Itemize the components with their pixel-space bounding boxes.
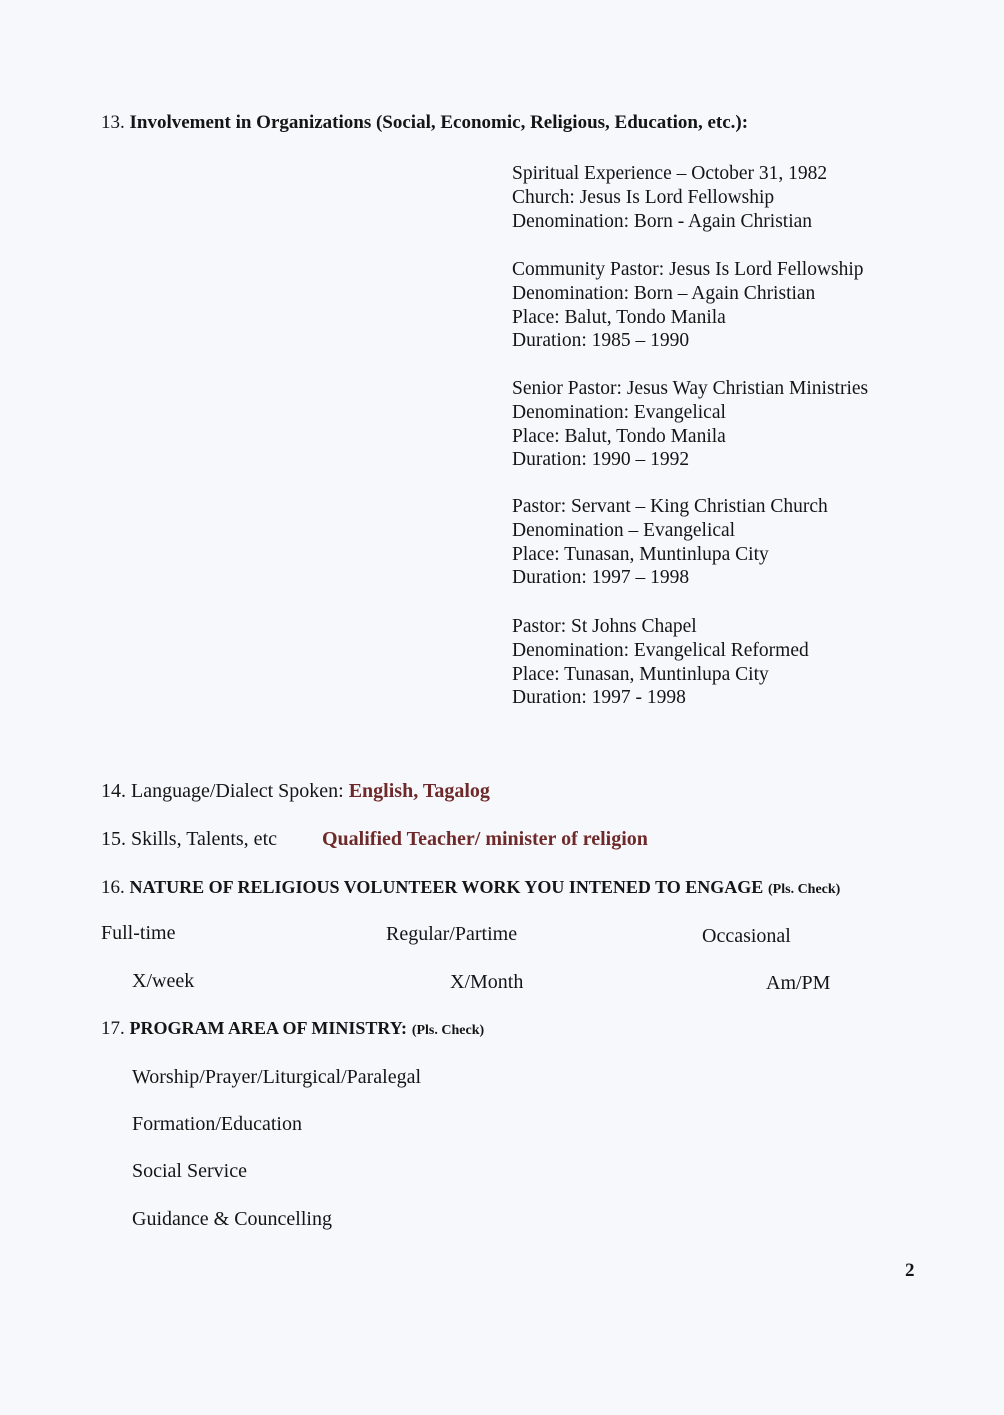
org-line: Denomination: Born – Again Christian — [512, 282, 816, 304]
ministry-item-guidance[interactable]: Guidance & Councelling — [132, 1208, 332, 1230]
frequency-week[interactable]: X/week — [132, 970, 195, 992]
page-number: 2 — [905, 1260, 915, 1281]
option-regular-partime[interactable]: Regular/Partime — [386, 923, 518, 945]
option-full-time[interactable]: Full-time — [101, 922, 176, 944]
org-block-1 — [512, 162, 827, 233]
org-line: Spiritual Experience – October 31, 1982 — [512, 163, 828, 184]
section-16-title: NATURE OF RELIGIOUS VOLUNTEER WORK YOU INTENED TO ENGAGE — [129, 877, 764, 897]
org-line: Place: Balut, Tondo Manila — [512, 306, 726, 328]
org-line: Pastor: St Johns Chapel — [512, 616, 697, 637]
org-line: Pastor: Servant – King Christian Church — [512, 496, 828, 517]
section-16-number: 16. — [101, 877, 125, 898]
ministry-item-formation[interactable]: Formation/Education — [132, 1113, 302, 1135]
skills-value: Qualified Teacher/ minister of religion — [322, 828, 648, 850]
section-16-note: (Pls. Check) — [768, 882, 841, 897]
org-line: Duration: 1985 – 1990 — [512, 330, 690, 352]
section-13-heading — [101, 112, 748, 134]
section-17-note: (Pls. Check) — [411, 1023, 485, 1038]
org-line: Duration: 1990 – 1992 — [512, 449, 690, 471]
section-17-number: 17. — [101, 1018, 125, 1039]
org-line: Church: Jesus Is Lord Fellowship — [512, 186, 775, 208]
org-line: Denomination – Evangelical — [512, 519, 736, 541]
section-17-heading — [101, 1018, 484, 1040]
section-14 — [101, 780, 490, 803]
ministry-item-worship[interactable]: Worship/Prayer/Liturgical/Paralegal — [132, 1066, 422, 1088]
section-16-heading — [101, 877, 840, 899]
section-13-title: Involvement in Organizations (Social, Economic, Religious, Education, etc.): — [129, 112, 749, 133]
option-occasional[interactable]: Occasional — [702, 925, 791, 947]
org-line: Community Pastor: Jesus Is Lord Fellowship — [512, 259, 864, 280]
org-line: Senior Pastor: Jesus Way Christian Ministries — [512, 378, 869, 399]
section-15-label: 15. Skills, Talents, etc — [101, 828, 277, 850]
org-block-2 — [512, 258, 864, 353]
org-line: Denomination: Evangelical — [512, 401, 726, 423]
org-line: Denomination: Born - Again Christian — [512, 210, 813, 232]
org-line: Duration: 1997 - 1998 — [512, 687, 686, 709]
language-value: English, Tagalog — [348, 780, 490, 802]
section-13-number: 13. — [101, 112, 125, 133]
org-block-3 — [512, 377, 868, 472]
org-line: Place: Tunasan, Muntinlupa City — [512, 663, 769, 685]
section-17-title: PROGRAM AREA OF MINISTRY: — [129, 1018, 408, 1038]
org-line: Place: Tunasan, Muntinlupa City — [512, 543, 769, 565]
ministry-item-social-service[interactable]: Social Service — [132, 1160, 247, 1182]
org-line: Place: Balut, Tondo Manila — [512, 425, 726, 447]
org-block-5 — [512, 615, 809, 710]
org-line: Duration: 1997 – 1998 — [512, 567, 690, 589]
org-line: Denomination: Evangelical Reformed — [512, 639, 809, 661]
org-block-4 — [512, 495, 828, 590]
frequency-month[interactable]: X/Month — [450, 971, 524, 993]
language-label: 14. Language/Dialect Spoken: — [101, 780, 344, 802]
frequency-am-pm[interactable]: Am/PM — [766, 972, 831, 994]
